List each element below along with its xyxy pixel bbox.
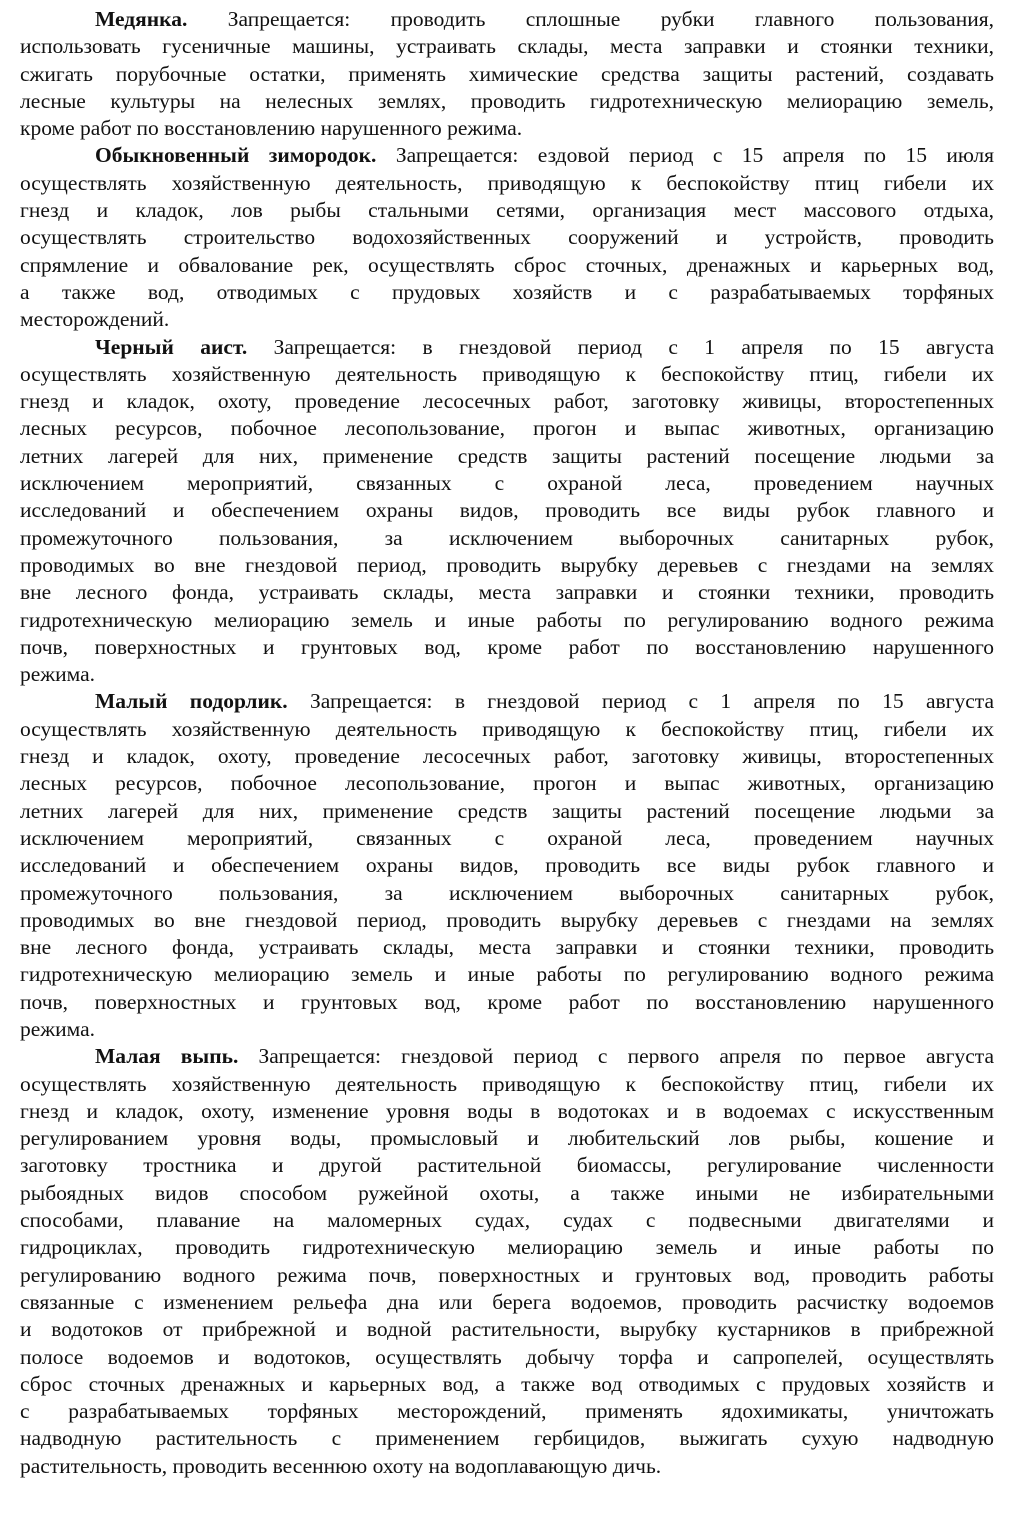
line-text: гнезд и кладок, охоту, проведение лесосечных работ, заготовку живицы, второстепенных (20, 389, 994, 414)
line-text: проводимых во вне гнездовой период, проводить вырубку деревьев с гнездами на землях (20, 907, 994, 932)
text-line (20, 688, 994, 715)
line-text: осуществлять хозяйственную деятельность приводящую к беспокойству птиц, гибели их (20, 1071, 994, 1096)
text-line (20, 634, 994, 661)
line-text: Запрещается: в гнездовой период с 1 апреля по 15 августа (273, 334, 994, 359)
text-line (20, 525, 994, 552)
line-text: гидротехническую мелиорацию земель и иные работы по регулированию водного режима (20, 962, 994, 987)
line-text: Запрещается: гнездовой период с первого апреля по первое августа (258, 1044, 994, 1069)
text-line (20, 989, 994, 1016)
line-text: гидроциклах, проводить гидротехническую мелиорацию земель и иные работы по (20, 1235, 994, 1260)
text-line (20, 1071, 994, 1098)
text-line (20, 170, 994, 197)
line-text: использовать гусеничные машины, устраивать склады, места заправки и стоянки техники, (20, 34, 994, 59)
text-line (20, 1098, 994, 1125)
text-line (20, 1234, 994, 1261)
line-text: полосе водоемов и водотоков, осуществлять добычу торфа и сапропелей, осуществлять (20, 1344, 994, 1369)
text-line (20, 579, 994, 606)
line-text: надводную растительность с применением гербицидов, выжигать сухую надводную (20, 1426, 994, 1451)
line-text: почв, поверхностных и грунтовых вод, кроме работ по восстановлению нарушенного (20, 634, 994, 659)
line-text: гидротехническую мелиорацию земель и иные работы по регулированию водного режима (20, 607, 994, 632)
text-line (20, 361, 994, 388)
text-line (20, 443, 994, 470)
text-line (20, 961, 994, 988)
text-line (20, 743, 994, 770)
text-line (20, 197, 994, 224)
text-line (20, 1425, 994, 1452)
species-paragraph (20, 334, 994, 689)
text-line (20, 798, 994, 825)
line-text: кроме работ по восстановлению нарушенного режима. (20, 116, 523, 141)
line-text: исключением мероприятий, связанных с охраной леса, проведением научных (20, 825, 994, 850)
text-line (20, 880, 994, 907)
text-line (20, 825, 994, 852)
text-line (20, 1262, 994, 1289)
text-line (20, 1180, 994, 1207)
text-line (20, 61, 994, 88)
line-text: лесных ресурсов, побочное лесопользование, прогон и выпас животных, организацию (20, 416, 994, 441)
line-text: сжигать порубочные остатки, применять химические средства защиты растений, создавать (20, 61, 994, 86)
species-paragraph (20, 142, 994, 333)
text-line (20, 1207, 994, 1234)
line-text: вне лесного фонда, устраивать склады, места заправки и стоянки техники, проводить (20, 935, 994, 960)
text-line (20, 1043, 994, 1070)
species-paragraph (20, 6, 994, 142)
text-line (20, 907, 994, 934)
text-line (20, 1016, 994, 1043)
text-line (20, 1152, 994, 1179)
line-text: Запрещается: ездовой период с 15 апреля по 15 июля (395, 143, 994, 168)
text-line (20, 252, 994, 279)
line-text: вне лесного фонда, устраивать склады, места заправки и стоянки техники, проводить (20, 580, 994, 605)
line-text: режима. (20, 662, 96, 687)
text-line (20, 88, 994, 115)
species-title: Обыкновенный зимородок. (95, 143, 377, 168)
line-text: промежуточного пользования, за исключением выборочных санитарных рубок, (20, 525, 994, 550)
line-text: а также вод, отводимых с прудовых хозяйств и с разрабатываемых торфяных (20, 279, 994, 304)
line-text: связанные с изменением рельефа дна или берега водоемов, проводить расчистку водоемов (20, 1289, 994, 1314)
line-text: с разрабатываемых торфяных месторождений, применять ядохимикаты, уничтожать (20, 1399, 994, 1424)
text-line (20, 607, 994, 634)
text-line (20, 388, 994, 415)
line-text: осуществлять хозяйственную деятельность приводящую к беспокойству птиц, гибели их (20, 716, 994, 741)
text-line (20, 306, 994, 333)
text-line (20, 115, 994, 142)
text-line (20, 415, 994, 442)
line-text: растительность, проводить весеннюю охоту на водоплавающую дичь. (20, 1453, 662, 1478)
line-text: исследований и обеспечением охраны видов, проводить все виды рубок главного и (20, 498, 994, 523)
line-text: и водотоков от прибрежной и водной растительности, вырубку кустарников в прибрежной (20, 1317, 994, 1342)
text-line (20, 1371, 994, 1398)
line-text: гнезд и кладок, охоту, проведение лесосечных работ, заготовку живицы, второстепенных (20, 744, 994, 769)
line-text: гнезд и кладок, охоту, изменение уровня воды в водотоках и в водоемах с искусственным (20, 1098, 994, 1123)
line-text: лесные культуры на нелесных землях, проводить гидротехническую мелиорацию земель, (20, 88, 994, 113)
text-line (20, 33, 994, 60)
text-line (20, 224, 994, 251)
text-line (20, 1289, 994, 1316)
line-text: способами, плавание на маломерных судах, судах с подвесными двигателями и (20, 1208, 994, 1233)
line-text: летних лагерей для них, применение средств защиты растений посещение людьми за (20, 798, 994, 823)
text-line (20, 1453, 994, 1480)
line-text: осуществлять хозяйственную деятельность приводящую к беспокойству птиц, гибели их (20, 361, 994, 386)
text-line (20, 334, 994, 361)
text-line (20, 6, 994, 33)
line-text: регулированием уровня воды, промысловый и любительский лов рыбы, кошение и (20, 1126, 994, 1151)
document-page (20, 6, 994, 1480)
species-title: Малая выпь. (95, 1044, 239, 1069)
line-text: осуществлять хозяйственную деятельность, приводящую к беспокойству птиц гибели их (20, 170, 994, 195)
text-line (20, 497, 994, 524)
line-text: исследований и обеспечением охраны видов, проводить все виды рубок главного и (20, 853, 994, 878)
line-text: лесных ресурсов, побочное лесопользование, прогон и выпас животных, организацию (20, 771, 994, 796)
text-line (20, 552, 994, 579)
text-line (20, 1316, 994, 1343)
species-title: Малый подорлик. (95, 689, 288, 714)
species-title: Черный аист. (95, 334, 248, 359)
line-text: проводимых во вне гнездовой период, проводить вырубку деревьев с гнездами на землях (20, 552, 994, 577)
line-text: гнезд и кладок, лов рыбы стальными сетями, организация мест массового отдыха, (20, 198, 994, 223)
line-text: спрямление и обвалование рек, осуществлять сброс сточных, дренажных и карьерных вод, (20, 252, 994, 277)
line-text: почв, поверхностных и грунтовых вод, кроме работ по восстановлению нарушенного (20, 989, 994, 1014)
line-text: осуществлять строительство водохозяйственных сооружений и устройств, проводить (20, 225, 994, 250)
line-text: месторождений. (20, 307, 170, 332)
line-text: регулированию водного режима почв, поверхностных и грунтовых вод, проводить работы (20, 1262, 994, 1287)
text-line (20, 770, 994, 797)
line-text: промежуточного пользования, за исключением выборочных санитарных рубок, (20, 880, 994, 905)
species-paragraph (20, 688, 994, 1043)
text-line (20, 279, 994, 306)
species-title: Медянка. (95, 7, 188, 31)
text-line (20, 1125, 994, 1152)
text-line (20, 716, 994, 743)
text-line (20, 1344, 994, 1371)
line-text: сброс сточных дренажных и карьерных вод, а также вод отводимых с прудовых хозяйств и (20, 1371, 994, 1396)
text-line (20, 1398, 994, 1425)
text-line (20, 142, 994, 169)
text-line (20, 852, 994, 879)
line-text: заготовку тростника и другой растительной биомассы, регулирование численности (20, 1153, 994, 1178)
line-text: режима. (20, 1016, 96, 1041)
text-line (20, 470, 994, 497)
line-text: Запрещается: в гнездовой период с 1 апреля по 15 августа (309, 689, 994, 714)
species-paragraph (20, 1043, 994, 1480)
line-text: летних лагерей для них, применение средств защиты растений посещение людьми за (20, 443, 994, 468)
line-text: Запрещается: проводить сплошные рубки главного пользования, (227, 7, 994, 31)
line-text: исключением мероприятий, связанных с охраной леса, проведением научных (20, 471, 994, 496)
text-line (20, 934, 994, 961)
text-line (20, 661, 994, 688)
line-text: рыбоядных видов способом ружейной охоты, а также иными не избирательными (20, 1180, 994, 1205)
